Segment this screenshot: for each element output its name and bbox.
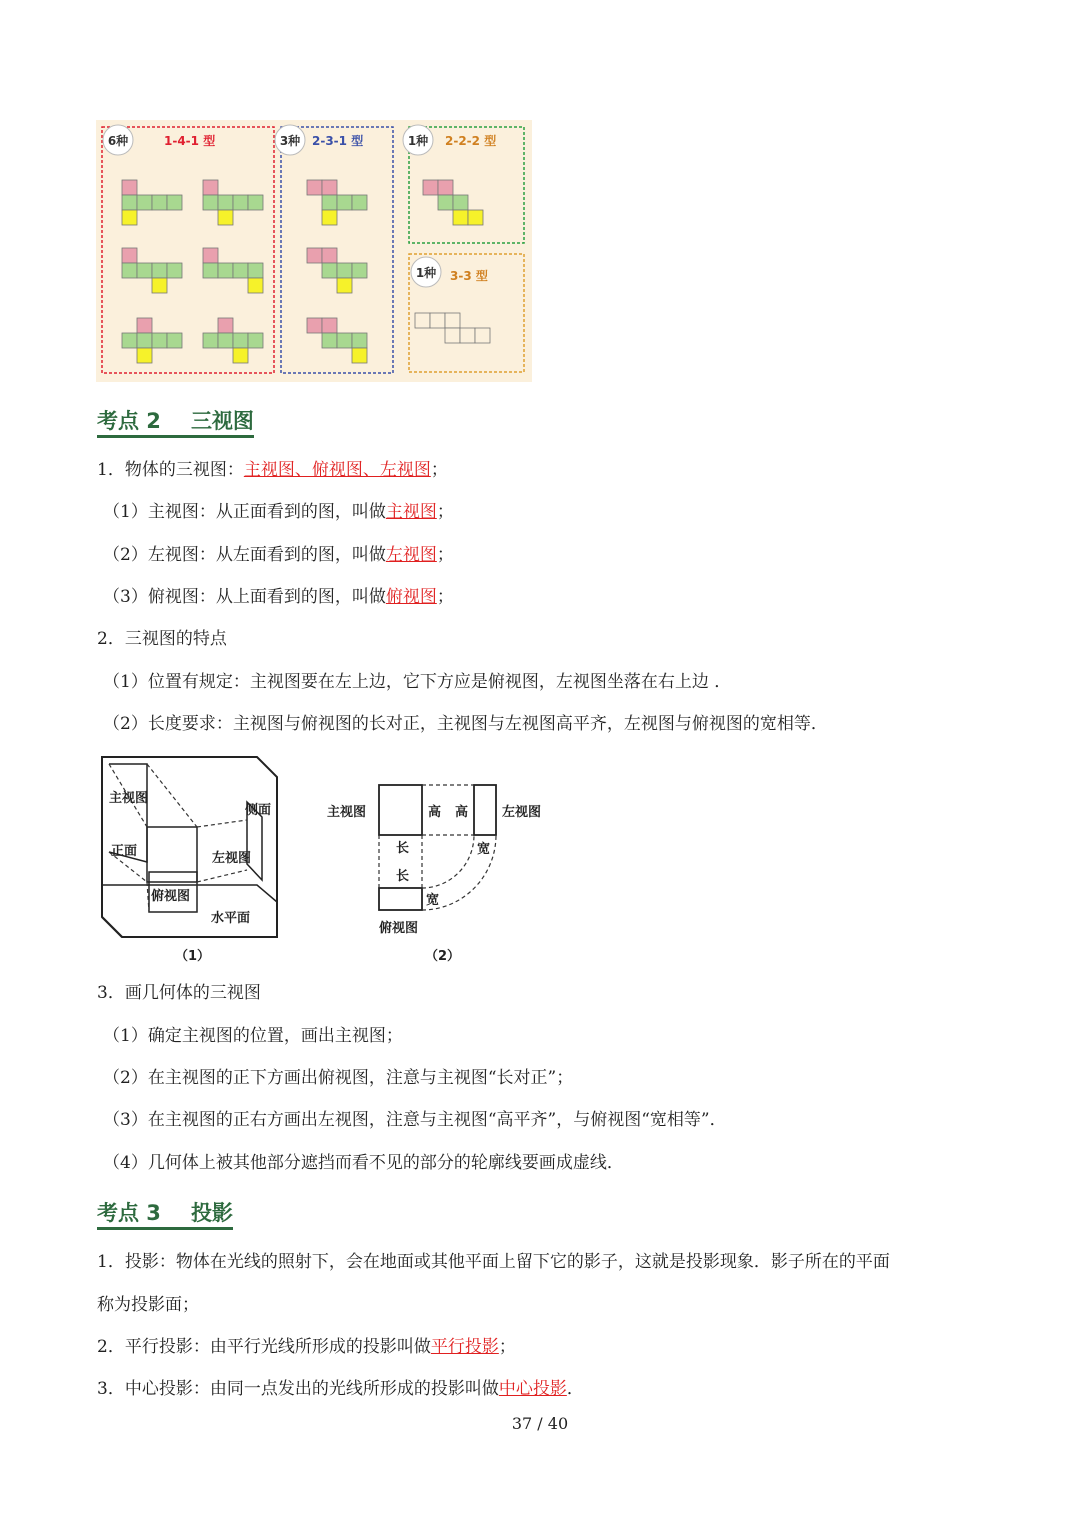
text-line: 称为投影面； bbox=[97, 1295, 199, 1315]
svg-text:宽: 宽 bbox=[426, 893, 440, 908]
net-square bbox=[322, 195, 337, 210]
net-square bbox=[137, 195, 152, 210]
net-square bbox=[122, 333, 137, 348]
net-square bbox=[468, 210, 483, 225]
text-line: 3．画几何体的三视图 bbox=[97, 983, 261, 1003]
svg-text:2-2-2 型: 2-2-2 型 bbox=[445, 134, 497, 148]
net-square bbox=[460, 328, 475, 343]
net-square bbox=[423, 180, 438, 195]
text-line: （1）确定主视图的位置，画出主视图； bbox=[103, 1026, 403, 1046]
net-square bbox=[322, 333, 337, 348]
text-line: 1．投影：物体在光线的照射下，会在地面或其他平面上留下它的影子，这就是投影现象．影子所在的平面 bbox=[97, 1252, 890, 1272]
text-line: 1．物体的三视图：主视图、俯视图、左视图； bbox=[97, 460, 448, 480]
svg-text:侧面: 侧面 bbox=[245, 803, 272, 818]
text-line: （1）主视图：从正面看到的图，叫做主视图； bbox=[103, 502, 454, 522]
text-line: （1）位置有规定：主视图要在左上边，它下方应是俯视图，左视图坐落在右上边 ． bbox=[103, 672, 732, 692]
svg-text:1种: 1种 bbox=[407, 134, 429, 148]
net-square bbox=[337, 278, 352, 293]
net-square bbox=[453, 210, 468, 225]
cube-nets-figure bbox=[96, 120, 532, 382]
net-square bbox=[203, 263, 218, 278]
net-square bbox=[152, 195, 167, 210]
text-line: （2）长度要求：主视图与俯视图的长对正，主视图与左视图高平齐，左视图与俯视图的宽相等． bbox=[103, 714, 828, 734]
svg-text:正面: 正面 bbox=[111, 844, 138, 859]
svg-text:左视图: 左视图 bbox=[502, 805, 542, 820]
text-line: （3）俯视图：从上面看到的图，叫做俯视图； bbox=[103, 587, 454, 607]
net-square bbox=[322, 248, 337, 263]
net-square bbox=[453, 195, 468, 210]
section-heading-projection: 考点 3 投影 bbox=[97, 1200, 233, 1230]
text-line: （3）在主视图的正右方画出左视图，注意与主视图“高平齐”，与俯视图“宽相等”． bbox=[103, 1110, 727, 1130]
net-square bbox=[445, 328, 460, 343]
svg-text:水平面: 水平面 bbox=[211, 911, 251, 926]
net-square bbox=[322, 318, 337, 333]
net-square bbox=[322, 263, 337, 278]
svg-text:1种: 1种 bbox=[415, 266, 437, 280]
net-square bbox=[122, 210, 137, 225]
net-square bbox=[122, 248, 137, 263]
net-square bbox=[233, 348, 248, 363]
svg-text:主视图: 主视图 bbox=[109, 791, 149, 806]
text-line: （2）在主视图的正下方画出俯视图，注意与主视图“长对正”； bbox=[103, 1068, 574, 1088]
net-square bbox=[352, 263, 367, 278]
net-square bbox=[167, 195, 182, 210]
text-line: 2．平行投影：由平行光线所形成的投影叫做平行投影； bbox=[97, 1337, 516, 1357]
net-square bbox=[248, 263, 263, 278]
svg-text:俯视图: 俯视图 bbox=[379, 921, 419, 936]
net-square bbox=[307, 180, 322, 195]
svg-text:宽: 宽 bbox=[477, 842, 491, 857]
net-square bbox=[218, 195, 233, 210]
text-line: （2）左视图：从左面看到的图，叫做左视图； bbox=[103, 545, 454, 565]
net-square bbox=[218, 318, 233, 333]
page-number: 37 / 40 bbox=[511, 1414, 569, 1433]
svg-text:高: 高 bbox=[455, 805, 469, 820]
net-square bbox=[122, 180, 137, 195]
net-square bbox=[415, 313, 430, 328]
net-square bbox=[430, 313, 445, 328]
net-square bbox=[218, 263, 233, 278]
net-square bbox=[445, 313, 460, 328]
net-square bbox=[475, 328, 490, 343]
svg-text:3种: 3种 bbox=[279, 134, 301, 148]
svg-text:高: 高 bbox=[428, 805, 442, 820]
net-square bbox=[203, 195, 218, 210]
net-square bbox=[248, 333, 263, 348]
net-square bbox=[152, 263, 167, 278]
svg-text:长: 长 bbox=[396, 841, 410, 856]
net-square bbox=[203, 248, 218, 263]
net-square bbox=[307, 318, 322, 333]
svg-text:长: 长 bbox=[396, 869, 410, 884]
net-square bbox=[337, 195, 352, 210]
net-square bbox=[203, 333, 218, 348]
net-square bbox=[438, 195, 453, 210]
net-square bbox=[233, 263, 248, 278]
net-square bbox=[137, 263, 152, 278]
net-square bbox=[248, 278, 263, 293]
net-square bbox=[322, 210, 337, 225]
three-views-figure bbox=[97, 752, 567, 970]
svg-text:俯视图: 俯视图 bbox=[151, 889, 191, 904]
net-square bbox=[167, 263, 182, 278]
net-square bbox=[122, 195, 137, 210]
svg-text:3-3 型: 3-3 型 bbox=[450, 269, 488, 283]
net-square bbox=[438, 180, 453, 195]
net-square bbox=[137, 333, 152, 348]
svg-text:主视图: 主视图 bbox=[327, 805, 367, 820]
section-heading-three-views: 考点 2 三视图 bbox=[97, 408, 254, 438]
text-line: 2．三视图的特点 bbox=[97, 629, 227, 649]
text-line: 3．中心投影：由同一点发出的光线所形成的投影叫做中心投影． bbox=[97, 1379, 584, 1399]
net-square bbox=[322, 180, 337, 195]
svg-text:1-4-1 型: 1-4-1 型 bbox=[164, 134, 216, 148]
net-square bbox=[152, 333, 167, 348]
svg-text:（1）: （1） bbox=[175, 949, 211, 964]
text-line: （4）几何体上被其他部分遮挡而看不见的部分的轮廓线要画成虚线． bbox=[103, 1153, 624, 1173]
net-square bbox=[352, 333, 367, 348]
net-square bbox=[248, 195, 263, 210]
net-square bbox=[218, 333, 233, 348]
svg-text:（2）: （2） bbox=[425, 949, 461, 964]
net-square bbox=[137, 318, 152, 333]
svg-text:2-3-1 型: 2-3-1 型 bbox=[312, 134, 364, 148]
net-square bbox=[233, 333, 248, 348]
net-square bbox=[337, 263, 352, 278]
svg-text:左视图: 左视图 bbox=[212, 851, 252, 866]
net-square bbox=[122, 263, 137, 278]
net-square bbox=[307, 248, 322, 263]
net-square bbox=[137, 348, 152, 363]
net-square bbox=[352, 195, 367, 210]
net-square bbox=[167, 333, 182, 348]
net-square bbox=[152, 278, 167, 293]
net-square bbox=[233, 195, 248, 210]
net-square bbox=[352, 348, 367, 363]
net-square bbox=[337, 333, 352, 348]
net-square bbox=[203, 180, 218, 195]
net-square bbox=[218, 210, 233, 225]
svg-text:6种: 6种 bbox=[107, 134, 129, 148]
